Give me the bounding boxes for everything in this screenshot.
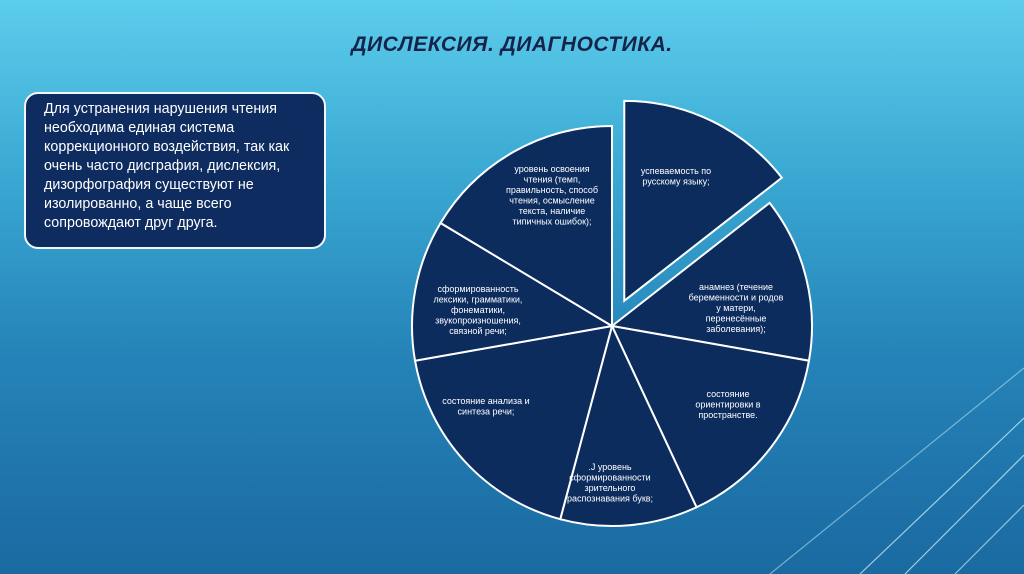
pie-label-line: синтеза речи;	[457, 406, 515, 417]
pie-label-line: у матери,	[716, 303, 756, 313]
pie-label-line: сформированности	[569, 472, 651, 483]
pie-label-line: уровень освоения	[514, 164, 590, 174]
pie-label-line: состояние анализа и	[442, 396, 530, 406]
pie-label-line: состояние	[706, 389, 750, 399]
pie-label-line: ориентировки в	[695, 399, 761, 410]
pie-label-line: лексики, грамматики,	[433, 294, 523, 305]
pie-label-line: сформированность	[437, 284, 519, 294]
pie-label-line: зрительного	[584, 483, 636, 493]
slide-title: ДИСЛЕКСИЯ. ДИАГНОСТИКА.	[351, 33, 673, 56]
pie-label-line: распознавания букв;	[566, 493, 654, 504]
pie-label-line: перенесённые	[705, 313, 767, 324]
pie-label-line: пространстве.	[698, 410, 758, 420]
pie-label-line: правильность, способ	[505, 185, 599, 195]
pie-label-line: .J уровень	[588, 462, 632, 472]
pie-label-reading	[506, 164, 598, 227]
pie-label-line: успеваемость по	[640, 166, 712, 176]
pie-label-line: типичных ошибок);	[512, 216, 592, 227]
pie-label-line: заболевания);	[706, 324, 766, 334]
note-text: Для устранения нарушения чтения необходима единая система коррекционного воздействия, так как очень часто дисграфия, дислексия, дизорфография существуют не изолированно, а чаще всего сопровождают друг друга.	[44, 101, 290, 231]
pie-label-line: фонематики,	[451, 305, 505, 315]
pie-label-academic	[641, 166, 711, 187]
pie-label-line: связной речи;	[449, 326, 507, 336]
pie-label-line: анамнез (течение	[699, 282, 773, 292]
pie-label-line: беременности и родов	[688, 292, 784, 303]
pie-label-line: звукопроизношения,	[435, 315, 521, 326]
pie-label-line: чтения, осмысление	[509, 195, 595, 206]
pie-label-line: чтения (темп,	[523, 174, 581, 185]
pie-label-line: русскому языку;	[642, 176, 710, 187]
pie-label-line: текста, наличие	[518, 206, 586, 216]
